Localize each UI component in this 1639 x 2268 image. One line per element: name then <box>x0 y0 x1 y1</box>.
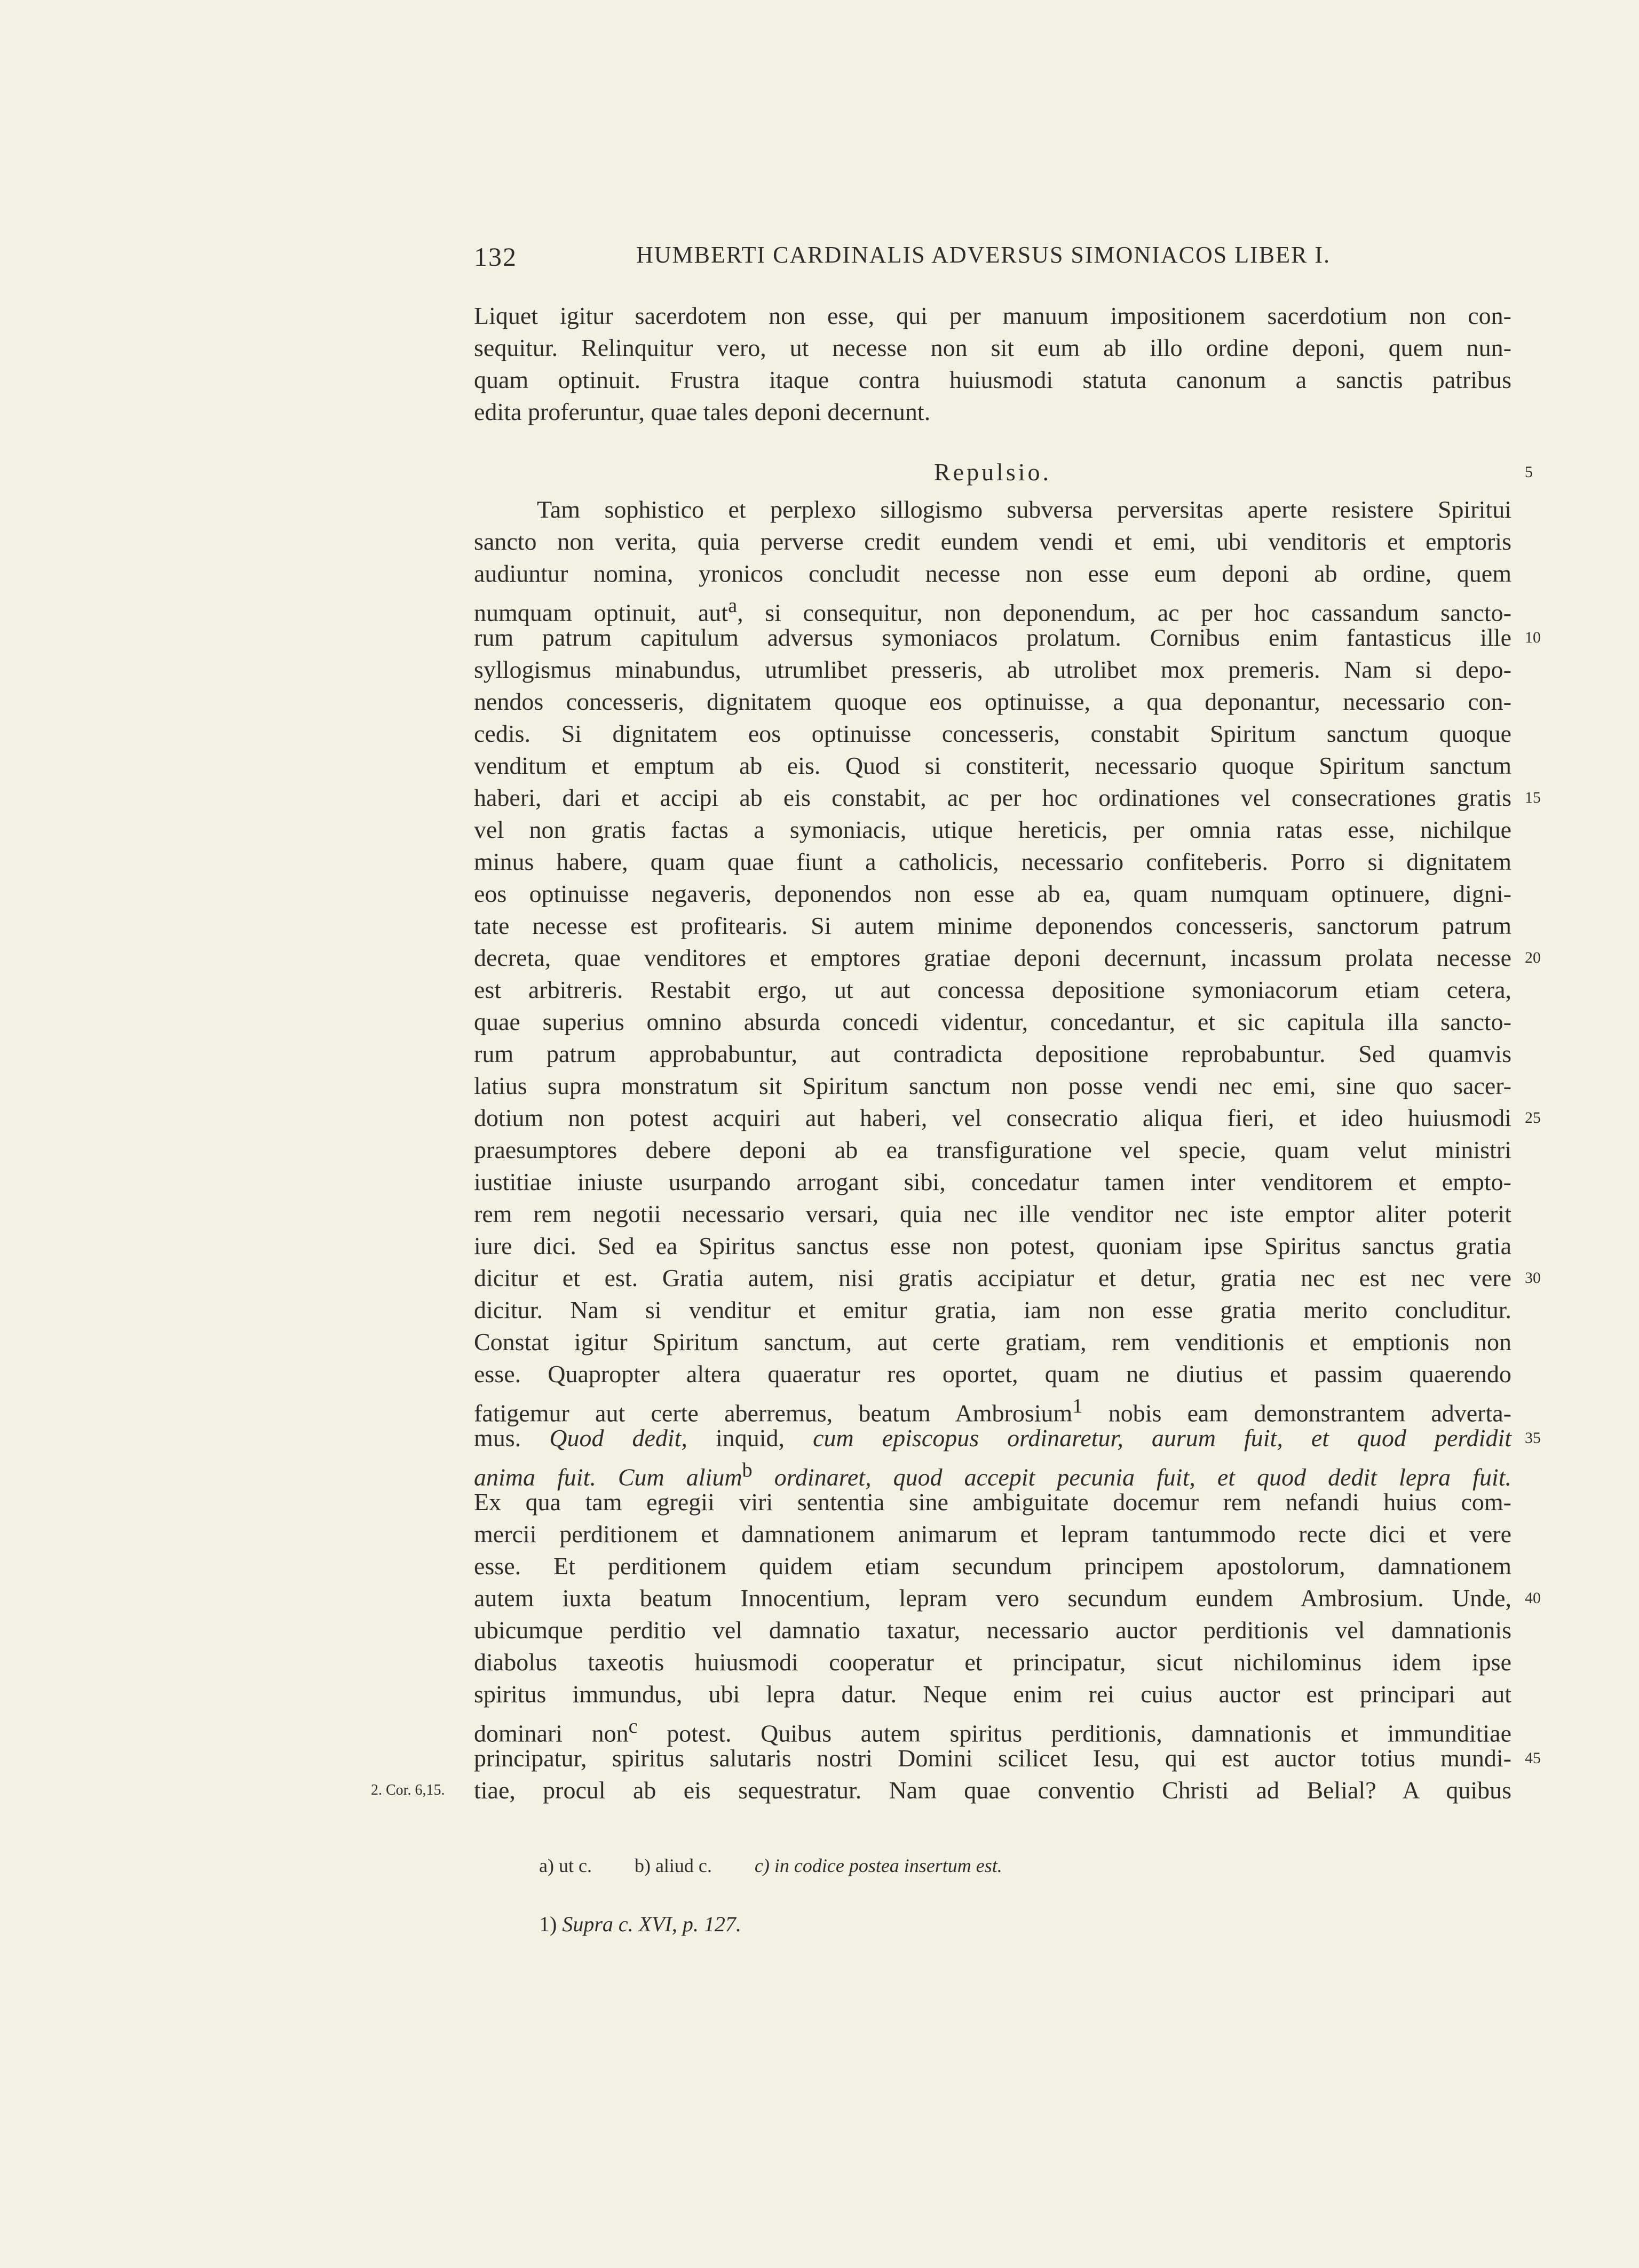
line-number: 25 <box>1525 1109 1541 1127</box>
apparatus-note: c) in codice postea insertum est. <box>754 1855 1002 1876</box>
text-line: esse. Quapropter altera quaeratur res oportet, quam ne diutius et passim quaerendo <box>474 1360 1511 1387</box>
text-line <box>474 1390 1511 1427</box>
text-line <box>474 1454 1512 1491</box>
text-line: latius supra monstratum sit Spiritum sanctum non posse vendi nec emi, sine quo sacer- <box>474 1072 1511 1099</box>
margin-reference: 2. Cor. 6,15. <box>371 1782 445 1798</box>
text-line: quae superius omnino absurda concedi videntur, concedantur, et sic capitula illa sancto- <box>474 1008 1511 1035</box>
text-line: diabolus taxeotis huiusmodi cooperatur et principatur, sicut nichilominus idem ipse <box>474 1648 1511 1676</box>
text-line: ubicumque perditio vel damnatio taxatur, necessario auctor perditionis vel damnationis <box>474 1616 1511 1644</box>
text-line: dicitur et est. Gratia autem, nisi gratis accipiatur et detur, gratia nec est nec vere <box>474 1264 1511 1291</box>
footnote-text: Supra c. XVI, p. 127. <box>562 1912 741 1936</box>
line-number: 35 <box>1525 1429 1541 1447</box>
text-segment: potest. Quibus autem spiritus perditionis, damnationis et immunditiae <box>637 1719 1511 1747</box>
text-line: venditum et emptum ab eis. Quod si constiterit, necessario quoque Spiritum sanctum <box>474 752 1511 779</box>
text-segment: , si consequitur, non deponendum, ac per hoc cassandum sancto- <box>737 599 1511 627</box>
text-line: esse. Et perditionem quidem etiam secundum principem apostolorum, damnationem <box>474 1552 1511 1580</box>
text-segment: fatigemur aut certe aberremus, beatum Ambrosium <box>474 1399 1073 1427</box>
footnote-number: 1) <box>539 1912 563 1936</box>
text-line: haberi, dari et accipi ab eis constabit, ac per hoc ordinationes vel consecrationes gratis <box>474 784 1511 811</box>
text-line: vel non gratis factas a symoniacis, utique hereticis, per omnia ratas esse, nichilque <box>474 816 1511 843</box>
text-line: quam optinuit. Frustra itaque contra huiusmodi statuta canonum a sanctis patribus <box>474 366 1511 393</box>
text-line: decreta, quae venditores et emptores gratiae deponi decernunt, incassum prolata necesse <box>474 944 1511 971</box>
apparatus-mark: b <box>742 1459 753 1481</box>
line-number: 5 <box>1525 463 1533 481</box>
text-line: spiritus immundus, ubi lepra datur. Neque enim rei cuius auctor est principari aut <box>474 1680 1511 1708</box>
line-number: 10 <box>1525 629 1541 646</box>
text-line: iustitiae iniuste usurpando arrogant sibi, concedatur tamen inter venditorem et empto- <box>474 1168 1511 1195</box>
text-line: sequitur. Relinquitur vero, ut necesse non sit eum ab illo ordine deponi, quem nun- <box>474 334 1511 361</box>
footnote <box>539 1912 741 1937</box>
quotation-segment: ordinaret, quod accepit pecunia fuit, et quod dedit lepra fuit. <box>752 1463 1512 1491</box>
text-line: sancto non verita, quia perverse credit eundem vendi et emi, ubi venditoris et emptoris <box>474 528 1511 555</box>
quotation-segment: Quod dedit, <box>549 1424 687 1452</box>
running-title: HUMBERTI CARDINALIS ADVERSUS SIMONIACOS LIBER I. <box>636 242 1331 268</box>
text-line: mercii perditionem et damnationem animarum et lepram tantummodo recte dici et vere <box>474 1520 1511 1548</box>
text-line <box>474 590 1511 627</box>
text-line <box>474 1710 1511 1747</box>
text-line: nendos concesseris, dignitatem quoque eos optinuisse, a qua deponantur, necessario con- <box>474 688 1511 715</box>
apparatus-notes <box>539 1853 1002 1878</box>
text-line: dotium non potest acquiri aut haberi, vel consecratio aliqua fieri, et ideo huiusmodi <box>474 1104 1511 1131</box>
text-segment: nobis eam demonstrantem adverta- <box>1082 1399 1511 1427</box>
text-line: syllogismus minabundus, utrumlibet presseris, ab utrolibet mox premeris. Nam si depo- <box>474 656 1511 683</box>
page-number: 132 <box>474 242 517 272</box>
text-line: iure dici. Sed ea Spiritus sanctus esse non potest, quoniam ipse Spiritus sanctus gratia <box>474 1232 1511 1259</box>
text-line: Liquet igitur sacerdotem non esse, qui per manuum impositionem sacerdotium non con- <box>474 302 1511 329</box>
section-heading: Repulsio. <box>933 458 1052 486</box>
apparatus-mark: c <box>628 1715 638 1738</box>
quotation-segment: cum episcopus ordinaretur, aurum fuit, et quod perdidit <box>813 1424 1512 1452</box>
text-line: minus habere, quam quae fiunt a catholicis, necessario confiteberis. Porro si dignitatem <box>474 848 1511 875</box>
line-number: 40 <box>1525 1589 1541 1607</box>
apparatus-note: a) ut c. <box>539 1855 592 1876</box>
text-line: eos optinuisse negaveris, deponendos non esse ab ea, quam numquam optinuere, digni- <box>474 880 1511 907</box>
text-segment: mus. <box>474 1424 521 1452</box>
line-number: 30 <box>1525 1269 1541 1287</box>
line-number: 15 <box>1525 789 1541 806</box>
text-line: praesumptores debere deponi ab ea transfiguratione vel specie, quam velut ministri <box>474 1136 1511 1163</box>
text-line: autem iuxta beatum Innocentium, lepram vero secundum eundem Ambrosium. Unde, <box>474 1584 1511 1612</box>
text-line: rum patrum capitulum adversus symoniacos prolatum. Cornibus enim fantasticus ille <box>474 624 1511 651</box>
text-line: edita proferuntur, quae tales deponi decernunt. <box>474 398 931 425</box>
line-number: 20 <box>1525 949 1541 966</box>
quotation-segment: anima fuit. Cum alium <box>474 1463 742 1491</box>
text-line: tiae, procul ab eis sequestratur. Nam quae conventio Christi ad Belial? A quibus <box>474 1777 1511 1804</box>
text-line: audiuntur nomina, yronicos concludit necesse non esse eum deponi ab ordine, quem <box>474 560 1511 587</box>
text-line: Constat igitur Spiritum sanctum, aut certe gratiam, rem venditionis et emptionis non <box>474 1328 1511 1355</box>
text-line: tate necesse est profitearis. Si autem minime deponendos concesseris, sanctorum patrum <box>474 912 1511 939</box>
text-line: est arbitreris. Restabit ergo, ut aut concessa depositione symoniacorum etiam cetera, <box>474 976 1511 1003</box>
text-line: dicitur. Nam si venditur et emitur gratia, iam non esse gratia merito concluditur. <box>474 1296 1511 1323</box>
text-segment: dominari non <box>474 1719 629 1747</box>
text-line <box>474 1422 1511 1454</box>
footnote-mark: 1 <box>1072 1395 1083 1417</box>
text-line: cedis. Si dignitatem eos optinuisse concesseris, constabit Spiritum sanctum quoque <box>474 720 1511 747</box>
line-number: 45 <box>1525 1749 1541 1767</box>
text-line: Ex qua tam egregii viri sententia sine ambiguitate docemur rem nefandi huius com- <box>474 1488 1511 1516</box>
text-line: rem rem negotii necessario versari, quia nec ille venditor nec iste emptor aliter poterit <box>474 1200 1511 1227</box>
apparatus-mark: a <box>728 594 738 617</box>
text-line: principatur, spiritus salutaris nostri Domini scilicet Iesu, qui est auctor totius mundi- <box>474 1744 1511 1772</box>
text-segment: inquid, <box>715 1424 785 1452</box>
text-line: Tam sophistico et perplexo sillogismo subversa perversitas aperte resistere Spiritui <box>537 496 1511 523</box>
apparatus-note: b) aliud c. <box>634 1855 712 1876</box>
text-line: rum patrum approbabuntur, aut contradicta depositione reprobabuntur. Sed quamvis <box>474 1040 1511 1067</box>
text-segment: numquam optinuit, aut <box>474 599 729 627</box>
